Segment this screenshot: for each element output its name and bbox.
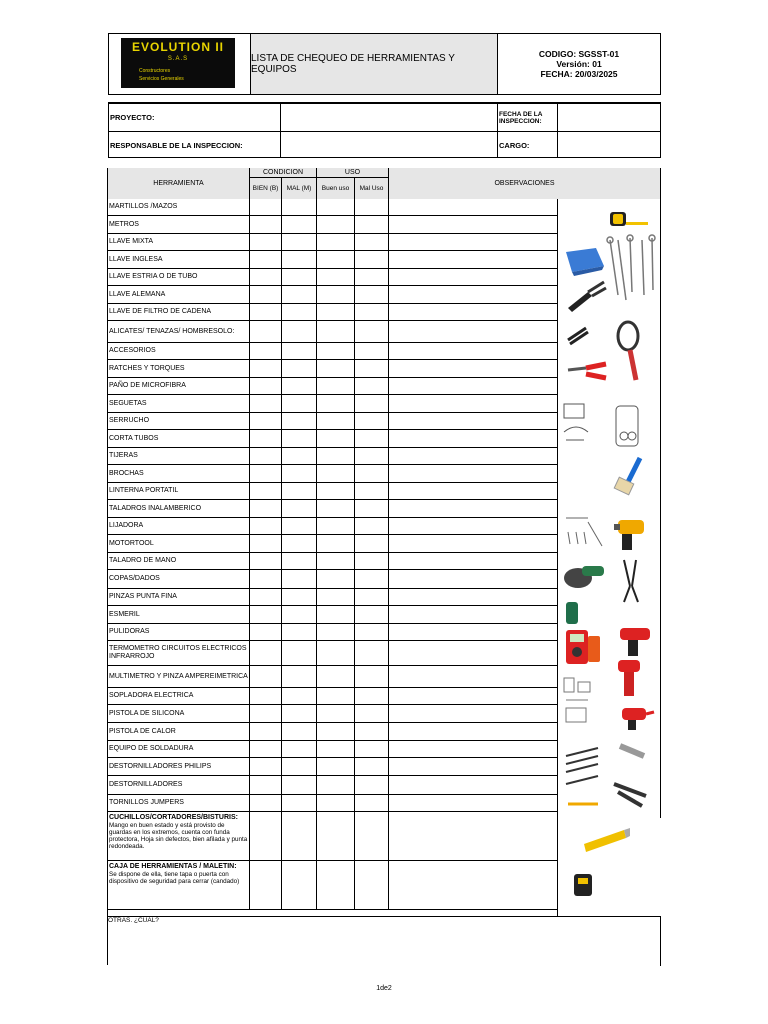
item-label: MOTORTOOL	[108, 535, 249, 553]
heat-gun-icon	[618, 628, 650, 696]
proyecto-field[interactable]	[281, 104, 497, 131]
bien-cell[interactable]	[249, 812, 281, 861]
mal-uso-cell[interactable]	[354, 553, 388, 570]
otras-label: OTRAS. ¿CUAL?	[108, 917, 159, 924]
item-label: ALICATES/ TENAZAS/ HOMBRESOLO:	[108, 321, 249, 343]
col-mal: MAL (M)	[281, 178, 316, 199]
mal-uso-cell[interactable]	[354, 688, 388, 705]
observaciones-cell[interactable]	[388, 666, 557, 688]
observaciones-cell[interactable]	[388, 343, 557, 360]
special-item-title: CAJA DE HERRAMIENTAS / MALETIN:	[109, 863, 237, 870]
item-label: RATCHES Y TORQUES	[108, 360, 249, 378]
multimeter-icon	[566, 630, 600, 664]
col-buen-uso: Buen uso	[316, 178, 354, 199]
buen-uso-cell[interactable]	[316, 378, 354, 395]
item-label: TORNILLOS JUMPERS	[108, 795, 249, 812]
observaciones-cell[interactable]	[388, 776, 557, 795]
mal-uso-cell[interactable]	[354, 589, 388, 606]
document-title: LISTA DE CHEQUEO DE HERRAMIENTAS Y EQUIPOS	[250, 33, 498, 95]
col-mal-uso: Mal Uso	[354, 178, 388, 199]
special-item-description: Se dispone de ella, tiene tapa o puerta con dispositivo de seguridad para cerrar (candado)	[109, 871, 240, 885]
pliers-icon	[568, 282, 606, 378]
mal-cell[interactable]	[281, 321, 316, 343]
mal-cell[interactable]	[281, 395, 316, 413]
mal-cell[interactable]	[281, 360, 316, 378]
bien-cell[interactable]	[249, 430, 281, 448]
logo-line-2: Servicios Generales	[139, 76, 184, 82]
mal-cell[interactable]	[281, 535, 316, 553]
observaciones-cell[interactable]	[388, 304, 557, 321]
observaciones-cell[interactable]	[388, 483, 557, 500]
buen-uso-cell[interactable]	[316, 199, 354, 216]
item-label: ESMERIL	[108, 606, 249, 624]
mal-cell[interactable]	[281, 216, 316, 234]
special-item	[108, 861, 249, 910]
microfiber-cloth-icon	[566, 248, 604, 276]
mal-cell[interactable]	[281, 758, 316, 776]
item-label: LLAVE INGLESA	[108, 251, 249, 269]
mal-cell[interactable]	[281, 269, 316, 286]
chain-wrench-icon	[618, 322, 638, 380]
mal-cell[interactable]	[281, 199, 316, 216]
mal-cell[interactable]	[281, 430, 316, 448]
mal-uso-cell[interactable]	[354, 216, 388, 234]
company-logo	[121, 38, 235, 88]
mal-cell[interactable]	[281, 688, 316, 705]
col-uso: USO	[316, 168, 388, 178]
buen-uso-cell[interactable]	[316, 286, 354, 304]
tool-images	[558, 200, 660, 916]
divider	[107, 199, 108, 965]
special-item-title: CUCHILLOS/CORTADORES/BISTURIS:	[109, 814, 238, 821]
bien-cell[interactable]	[249, 378, 281, 395]
observaciones-cell[interactable]	[388, 723, 557, 741]
tool-bag-icon	[574, 874, 592, 896]
observaciones-cell[interactable]	[388, 624, 557, 641]
mal-uso-cell[interactable]	[354, 641, 388, 666]
observaciones-cell[interactable]	[388, 360, 557, 378]
mal-cell[interactable]	[281, 304, 316, 321]
bien-cell[interactable]	[249, 269, 281, 286]
mal-uso-cell[interactable]	[354, 666, 388, 688]
needle-nose-pliers-icon	[624, 560, 638, 602]
buen-uso-cell[interactable]	[316, 321, 354, 343]
mal-cell[interactable]	[281, 861, 316, 910]
mal-uso-cell[interactable]	[354, 269, 388, 286]
buen-uso-cell[interactable]	[316, 758, 354, 776]
saw-icon	[564, 404, 638, 446]
item-label: LLAVE MIXTA	[108, 234, 249, 251]
mal-uso-cell[interactable]	[354, 465, 388, 483]
mal-cell[interactable]	[281, 234, 316, 251]
buen-uso-cell[interactable]	[316, 776, 354, 795]
observaciones-cell[interactable]	[388, 741, 557, 758]
mal-uso-cell[interactable]	[354, 606, 388, 624]
cargo-field[interactable]	[558, 132, 661, 158]
mal-uso-cell[interactable]	[354, 343, 388, 360]
buen-uso-cell[interactable]	[316, 216, 354, 234]
mal-cell[interactable]	[281, 795, 316, 812]
buen-uso-cell[interactable]	[316, 518, 354, 535]
mal-uso-cell[interactable]	[354, 861, 388, 910]
document-code: CODIGO: SGSST-01	[538, 49, 620, 59]
responsable-field[interactable]	[281, 132, 497, 158]
bien-cell[interactable]	[249, 413, 281, 430]
mal-uso-cell[interactable]	[354, 705, 388, 723]
mal-uso-cell[interactable]	[354, 518, 388, 535]
bien-cell[interactable]	[249, 535, 281, 553]
buen-uso-cell[interactable]	[316, 448, 354, 465]
mal-uso-cell[interactable]	[354, 741, 388, 758]
item-label: LIJADORA	[108, 518, 249, 535]
mal-cell[interactable]	[281, 500, 316, 518]
observaciones-cell[interactable]	[388, 286, 557, 304]
observaciones-cell[interactable]	[388, 795, 557, 812]
observaciones-cell[interactable]	[388, 518, 557, 535]
mal-cell[interactable]	[281, 570, 316, 589]
buen-uso-cell[interactable]	[316, 606, 354, 624]
mal-uso-cell[interactable]	[354, 483, 388, 500]
bien-cell[interactable]	[249, 286, 281, 304]
buen-uso-cell[interactable]	[316, 430, 354, 448]
mal-uso-cell[interactable]	[354, 535, 388, 553]
bien-cell[interactable]	[249, 553, 281, 570]
mal-cell[interactable]	[281, 448, 316, 465]
bien-cell[interactable]	[249, 500, 281, 518]
otras-cell[interactable]	[107, 916, 661, 966]
observaciones-cell[interactable]	[388, 500, 557, 518]
mal-cell[interactable]	[281, 589, 316, 606]
mal-uso-cell[interactable]	[354, 776, 388, 795]
responsable-label: RESPONSABLE DE LA INSPECCION:	[110, 140, 243, 150]
buen-uso-cell[interactable]	[316, 812, 354, 861]
item-label: TIJERAS	[108, 448, 249, 465]
mal-uso-cell[interactable]	[354, 795, 388, 812]
observaciones-cell[interactable]	[388, 430, 557, 448]
mal-uso-cell[interactable]	[354, 234, 388, 251]
buen-uso-cell[interactable]	[316, 624, 354, 641]
mal-cell[interactable]	[281, 723, 316, 741]
drill-icon	[614, 520, 644, 550]
item-label: LLAVE ALEMANA	[108, 286, 249, 304]
mal-uso-cell[interactable]	[354, 199, 388, 216]
observaciones-cell[interactable]	[388, 448, 557, 465]
observaciones-cell[interactable]	[388, 705, 557, 723]
item-label: TERMOMETRO CIRCUITOS ELECTRICOS INFRARROJO	[108, 641, 249, 666]
bien-cell[interactable]	[249, 723, 281, 741]
observaciones-cell[interactable]	[388, 413, 557, 430]
mal-cell[interactable]	[281, 518, 316, 535]
item-label: SOPLADORA ELECTRICA	[108, 688, 249, 705]
mal-cell[interactable]	[281, 812, 316, 861]
mal-cell[interactable]	[281, 378, 316, 395]
mal-cell[interactable]	[281, 465, 316, 483]
page-number: 1de2	[376, 985, 392, 992]
buen-uso-cell[interactable]	[316, 666, 354, 688]
bien-cell[interactable]	[249, 395, 281, 413]
buen-uso-cell[interactable]	[316, 269, 354, 286]
observaciones-cell[interactable]	[388, 251, 557, 269]
observaciones-cell[interactable]	[388, 216, 557, 234]
bien-cell[interactable]	[249, 234, 281, 251]
fecha-inspeccion-field[interactable]	[558, 104, 661, 131]
bien-cell[interactable]	[249, 688, 281, 705]
item-label: DESTORNILLADORES PHILIPS	[108, 758, 249, 776]
mal-uso-cell[interactable]	[354, 624, 388, 641]
logo-title: EVOLUTION II	[131, 40, 224, 54]
item-label: PAÑO DE MICROFIBRA	[108, 378, 249, 395]
drill-bit-icon	[566, 518, 602, 546]
bien-cell[interactable]	[249, 589, 281, 606]
observaciones-cell[interactable]	[388, 570, 557, 589]
mal-cell[interactable]	[281, 483, 316, 500]
mal-cell[interactable]	[281, 251, 316, 269]
cargo-label: CARGO:	[499, 140, 530, 150]
bien-cell[interactable]	[249, 304, 281, 321]
mal-uso-cell[interactable]	[354, 448, 388, 465]
mal-cell[interactable]	[281, 741, 316, 758]
item-label: SEGUETAS	[108, 395, 249, 413]
item-label: METROS	[108, 216, 249, 234]
logo-line-1: Constructores	[139, 68, 171, 74]
mal-uso-cell[interactable]	[354, 413, 388, 430]
buen-uso-cell[interactable]	[316, 465, 354, 483]
buen-uso-cell[interactable]	[316, 553, 354, 570]
item-label: COPAS/DADOS	[108, 570, 249, 589]
mal-uso-cell[interactable]	[354, 321, 388, 343]
utility-knife-icon	[584, 828, 630, 852]
col-bien: BIEN (B)	[249, 178, 281, 199]
mal-cell[interactable]	[281, 641, 316, 666]
item-label: SERRUCHO	[108, 413, 249, 430]
item-label: CORTA TUBOS	[108, 430, 249, 448]
bien-cell[interactable]	[249, 570, 281, 589]
observaciones-cell[interactable]	[388, 553, 557, 570]
item-label: LLAVE ESTRIA O DE TUBO	[108, 269, 249, 286]
col-condicion: CONDICION	[249, 168, 316, 178]
observaciones-cell[interactable]	[388, 395, 557, 413]
bien-cell[interactable]	[249, 518, 281, 535]
bien-cell[interactable]	[249, 624, 281, 641]
item-label: PULIDORAS	[108, 624, 249, 641]
proyecto-label: PROYECTO:	[110, 113, 155, 122]
buen-uso-cell[interactable]	[316, 641, 354, 666]
mal-uso-cell[interactable]	[354, 812, 388, 861]
col-herramienta: HERRAMIENTA	[108, 168, 249, 199]
bien-cell[interactable]	[249, 465, 281, 483]
item-label: MARTILLOS /MAZOS	[108, 199, 249, 216]
observaciones-cell[interactable]	[388, 861, 557, 910]
bien-cell[interactable]	[249, 448, 281, 465]
wrench-set-icon	[607, 235, 655, 300]
mal-cell[interactable]	[281, 666, 316, 688]
observaciones-cell[interactable]	[388, 378, 557, 395]
mal-cell[interactable]	[281, 624, 316, 641]
mal-uso-cell[interactable]	[354, 360, 388, 378]
grinder-icon	[564, 566, 604, 588]
observaciones-cell[interactable]	[388, 234, 557, 251]
item-label: TALADRO DE MANO	[108, 553, 249, 570]
mal-cell[interactable]	[281, 343, 316, 360]
buen-uso-cell[interactable]	[316, 343, 354, 360]
buen-uso-cell[interactable]	[316, 395, 354, 413]
tool-sketch-icon	[564, 678, 590, 722]
mal-uso-cell[interactable]	[354, 286, 388, 304]
mal-uso-cell[interactable]	[354, 304, 388, 321]
observaciones-cell[interactable]	[388, 812, 557, 861]
buen-uso-cell[interactable]	[316, 251, 354, 269]
observaciones-cell[interactable]	[388, 269, 557, 286]
observaciones-cell[interactable]	[388, 758, 557, 776]
buen-uso-cell[interactable]	[316, 535, 354, 553]
bien-cell[interactable]	[249, 741, 281, 758]
item-label: EQUIPO DE SOLDADURA	[108, 741, 249, 758]
buen-uso-cell[interactable]	[316, 688, 354, 705]
document-date: FECHA: 20/03/2025	[540, 69, 618, 79]
fecha-inspeccion-label: FECHA DE LA INSPECCION:	[499, 110, 543, 125]
observaciones-cell[interactable]	[388, 465, 557, 483]
item-label: PISTOLA DE SILICONA	[108, 705, 249, 723]
col-observaciones: OBSERVACIONES	[388, 168, 660, 199]
mal-cell[interactable]	[281, 705, 316, 723]
mal-uso-cell[interactable]	[354, 500, 388, 518]
bien-cell[interactable]	[249, 758, 281, 776]
blower-icon	[622, 708, 654, 730]
buen-uso-cell[interactable]	[316, 723, 354, 741]
buen-uso-cell[interactable]	[316, 304, 354, 321]
tape-measure-icon	[610, 212, 648, 226]
item-label: MULTIMETRO Y PINZA AMPEREIMETRICA	[108, 666, 249, 688]
buen-uso-cell[interactable]	[316, 413, 354, 430]
mal-cell[interactable]	[281, 286, 316, 304]
bien-cell[interactable]	[249, 795, 281, 812]
mal-uso-cell[interactable]	[354, 570, 388, 589]
bien-cell[interactable]	[249, 483, 281, 500]
item-label: BROCHAS	[108, 465, 249, 483]
buen-uso-cell[interactable]	[316, 589, 354, 606]
mal-cell[interactable]	[281, 606, 316, 624]
buen-uso-cell[interactable]	[316, 741, 354, 758]
document-code-block	[498, 33, 661, 95]
observaciones-cell[interactable]	[388, 688, 557, 705]
special-item	[108, 812, 249, 861]
buen-uso-cell[interactable]	[316, 570, 354, 589]
item-label: DESTORNILLADORES	[108, 776, 249, 795]
bien-cell[interactable]	[249, 199, 281, 216]
bien-cell[interactable]	[249, 343, 281, 360]
buen-uso-cell[interactable]	[316, 483, 354, 500]
observaciones-cell[interactable]	[388, 641, 557, 666]
bien-cell[interactable]	[249, 606, 281, 624]
buen-uso-cell[interactable]	[316, 500, 354, 518]
observaciones-cell[interactable]	[388, 199, 557, 216]
item-label: PINZAS PUNTA FINA	[108, 589, 249, 606]
bien-cell[interactable]	[249, 641, 281, 666]
mal-uso-cell[interactable]	[354, 723, 388, 741]
buen-uso-cell[interactable]	[316, 705, 354, 723]
observaciones-cell[interactable]	[388, 321, 557, 343]
mal-cell[interactable]	[281, 413, 316, 430]
divider	[660, 199, 661, 818]
mal-uso-cell[interactable]	[354, 395, 388, 413]
item-label: ACCESORIOS	[108, 343, 249, 360]
mal-uso-cell[interactable]	[354, 758, 388, 776]
item-label: LINTERNA PORTATIL	[108, 483, 249, 500]
bien-cell[interactable]	[249, 321, 281, 343]
observaciones-cell[interactable]	[388, 589, 557, 606]
brush-icon	[614, 458, 640, 495]
item-label: LLAVE DE FILTRO DE CADENA	[108, 304, 249, 321]
bien-cell[interactable]	[249, 776, 281, 795]
item-label: TALADROS INALAMBERICO	[108, 500, 249, 518]
observaciones-cell[interactable]	[388, 606, 557, 624]
bien-cell[interactable]	[249, 360, 281, 378]
observaciones-cell[interactable]	[388, 535, 557, 553]
mal-uso-cell[interactable]	[354, 430, 388, 448]
logo-sas: S.A.S	[167, 56, 189, 62]
mal-cell[interactable]	[281, 776, 316, 795]
bien-cell[interactable]	[249, 666, 281, 688]
screwdriver-icon	[566, 746, 646, 806]
bien-cell[interactable]	[249, 216, 281, 234]
mal-uso-cell[interactable]	[354, 378, 388, 395]
item-label: PISTOLA DE CALOR	[108, 723, 249, 741]
motortool-icon	[566, 602, 578, 624]
mal-uso-cell[interactable]	[354, 251, 388, 269]
bien-cell[interactable]	[249, 705, 281, 723]
buen-uso-cell[interactable]	[316, 861, 354, 910]
bien-cell[interactable]	[249, 861, 281, 910]
bien-cell[interactable]	[249, 251, 281, 269]
buen-uso-cell[interactable]	[316, 795, 354, 812]
buen-uso-cell[interactable]	[316, 360, 354, 378]
document-version: Versión: 01	[556, 59, 602, 69]
special-item-description: Mango en buen estado y está provisto de guardas en los extremos, cuenta con funda protectora, Hoja sin defectos, bien afilada y punta redondeada.	[109, 822, 248, 850]
buen-uso-cell[interactable]	[316, 234, 354, 251]
mal-cell[interactable]	[281, 553, 316, 570]
